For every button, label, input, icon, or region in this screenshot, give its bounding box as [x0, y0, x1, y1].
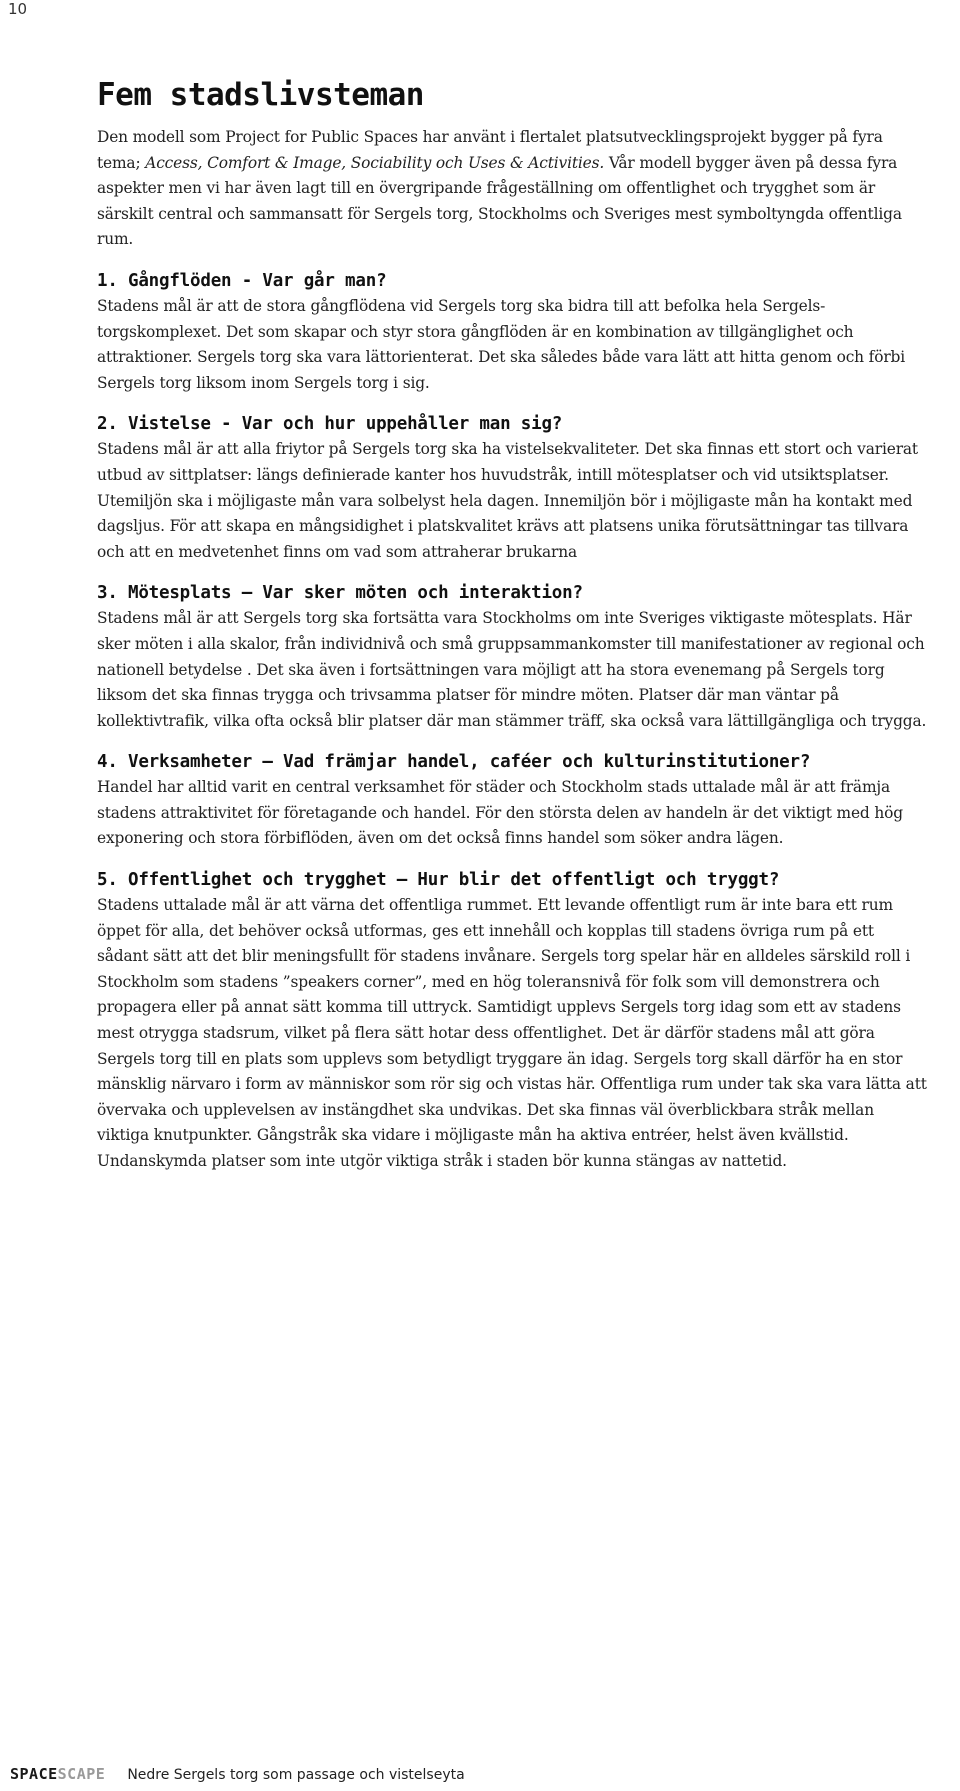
intro-italic-text: Access, Comfort & Image, Sociability och Uses & Activities.	[145, 153, 605, 172]
page-title: Fem stadslivsteman	[97, 77, 424, 113]
section-body: Handel har alltid varit en central verksamhet för städer och Stockholm stads uttalade mål är att främja stadens attraktivitet för företagande och handel. För den största delen av handeln är det viktigt med hög exponering och stora förbiflöden, även om det också finns handel som söker andra lägen.	[97, 778, 903, 848]
section-5	[97, 868, 927, 1175]
section-heading: 5. Offentlighet och trygghet — Hur blir det offentligt och tryggt?	[97, 870, 780, 891]
intro-text-1: Den modell som Project for Public Spaces har använt i flertalet platsutvecklingsprojekt bygger på fyra tema;	[97, 128, 883, 172]
section-heading: 2. Vistelse - Var och hur uppehåller man sig?	[97, 414, 563, 435]
section-4	[97, 750, 927, 852]
section-body: Stadens mål är att Sergels torg ska fortsätta vara Stockholms om inte Sveriges viktigaste mötesplats. Här sker möten i alla skalor, från individnivå och små gruppsammankomster till manifestationer av regional och nationell betydelse . Det ska även i fortsättningen vara möjligt att ha stora evenemang på Sergels torg liksom det ska finnas trygga och trivsamma platser för mindre möten. Platser där man väntar på kollektivtrafik, vilka ofta också blir platser där man stämmer träff, ska också vara lättillgängliga och trygga.	[97, 609, 927, 730]
page-number: 10	[8, 0, 28, 18]
section-heading: 1. Gångflöden - Var går man?	[97, 270, 387, 291]
page-footer	[10, 1765, 465, 1783]
intro-paragraph	[97, 125, 927, 253]
brand-part-1: SPACE	[10, 1765, 58, 1783]
brand-logo	[10, 1765, 105, 1783]
section-1	[97, 269, 927, 396]
brand-part-2: SCAPE	[57, 1765, 106, 1783]
intro-text-2: Vår modell bygger även på dessa fyra aspekter men vi har även lagt till en övergripande frågeställning om offentlighet och trygghet som är särskilt central och sammansatt för Sergels torg, Stockholms och Sveriges mest symboltyngda offentliga rum.	[97, 153, 902, 249]
section-body: Stadens uttalade mål är att värna det offentliga rummet. Ett levande offentligt rum är inte bara ett rum öppet för alla, det behöver också utformas, ges ett innehåll och kopplas till stadens övriga rum på ett sådant sätt att det blir meningsfullt för stadens invånare. Sergels torg spelar här en alldeles särskild roll i Stockholm som stadens ”speakers corner”, med en hög toleransnivå för folk som vill demonstrera och propagera eller på annat sätt komma till uttryck. Samtidigt upplevs Sergels torg idag som ett av stadens mest otrygga stadsrum, vilket på flera sätt hotar dess offentlighet. Det är därför stadens mål att göra Sergels torg till en plats som upplevs som betydligt tryggare än idag. Sergels torg skall därför ha en stor mänsklig närvaro i form av människor som rör sig och vistas här. Offentliga rum under tak ska vara lätta att övervaka och upplevelsen av instängdhet ska undvikas. Det ska finnas väl överblickbara stråk mellan viktiga knutpunkter. Gångstråk ska vidare i möjligaste mån ha aktiva entréer, helst även kvällstid. Undanskymda platser som inte utgör viktiga stråk i staden bör kunna stängas av nattetid.	[97, 896, 927, 1170]
document-content	[97, 75, 927, 1175]
section-body: Stadens mål är att de stora gångflödena vid Sergels torg ska bidra till att befolka hela Sergels-torgskomplexet. Det som skapar och styr stora gångflöden är en kombination av tillgänglighet och attraktioner. Sergels torg ska vara lättorienterat. Det ska således både vara lätt att hitta genom och förbi Sergels torg liksom inom Sergels torg i sig.	[97, 296, 906, 392]
section-body: Stadens mål är att alla friytor på Sergels torg ska ha vistelsekvaliteter. Det ska finnas ett stort och varierat utbud av sittplatser: längs definierade kanter hos huvudstråk, intill mötesplatser och vid utsiktsplatser. Utemiljön ska i möjligaste mån vara solbelyst hela dagen. Innemiljön bör i möjligaste mån ha kontakt med dagsljus. För att skapa en mångsidighet i platskvalitet krävs att platsens unika förutsättningar tas tillvara och att en medvetenhet finns om vad som attraherar brukarna	[97, 440, 918, 561]
section-2	[97, 412, 927, 565]
section-heading: 3. Mötesplats — Var sker möten och interaktion?	[97, 583, 583, 604]
section-heading: 4. Verksamheter — Vad främjar handel, caféer och kulturinstitutioner?	[97, 752, 811, 773]
section-3	[97, 581, 927, 734]
footer-title: Nedre Sergels torg som passage och vistelseyta	[127, 1767, 465, 1783]
